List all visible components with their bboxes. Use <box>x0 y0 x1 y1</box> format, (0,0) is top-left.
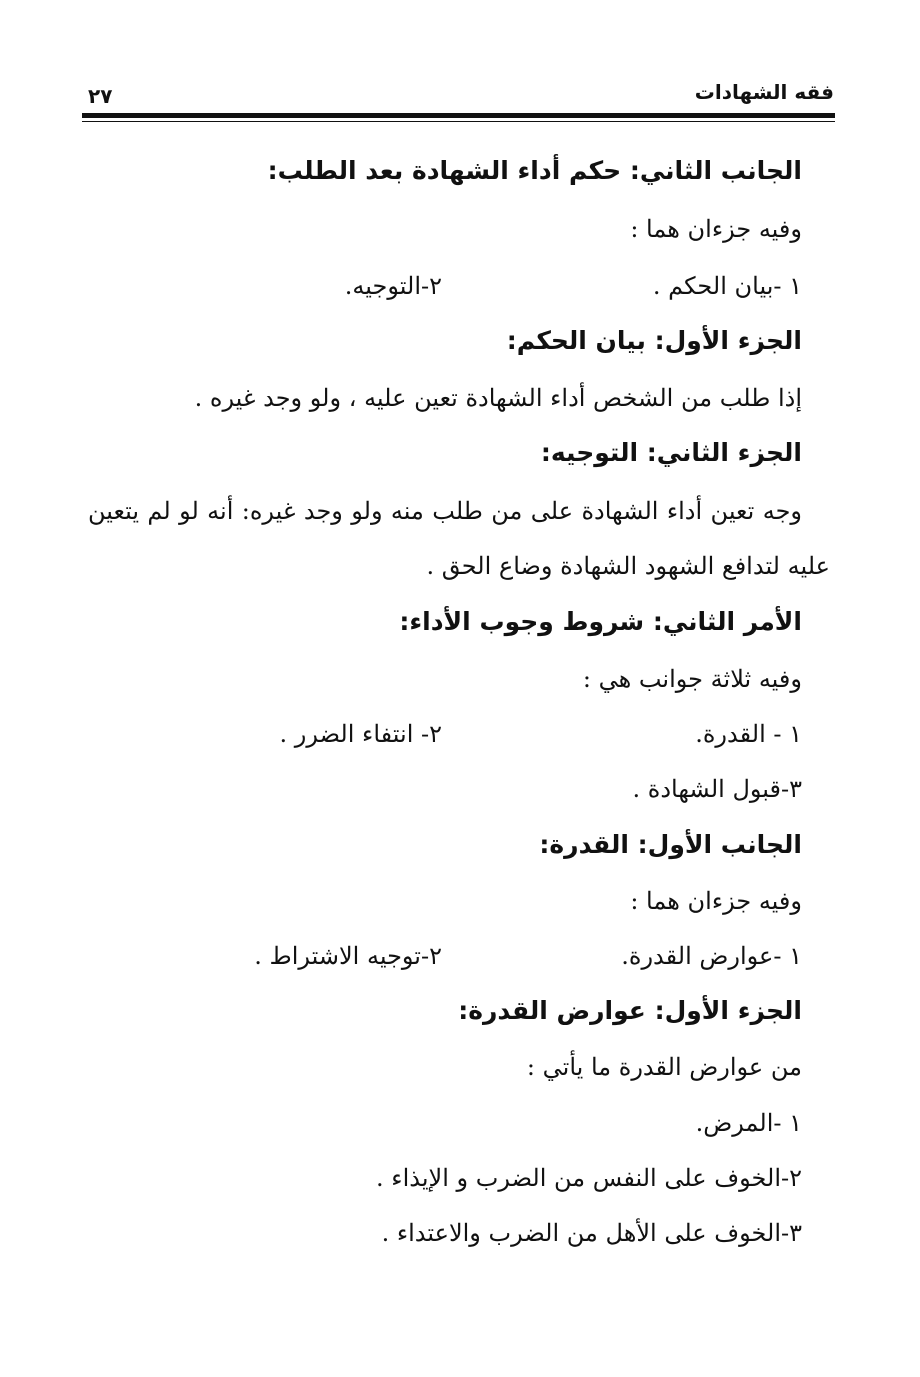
running-title: فقه الشهادات <box>694 80 834 104</box>
paragraph-line: إذا طلب من الشخص أداء الشهادة تعين عليه ، ولو وجد غيره . <box>194 384 802 412</box>
paragraph-line: وفيه جزءان هما : <box>630 887 802 915</box>
paragraph-line: وفيه جزءان هما : <box>630 215 802 243</box>
subsection-heading: الجزء الأول: بيان الحكم: <box>506 326 802 355</box>
subsection-heading: الجانب الأول: القدرة: <box>539 830 802 859</box>
header-rule-thin <box>82 121 835 122</box>
list-item: ١ -عوارض القدرة. <box>621 942 802 970</box>
list-item: ٢-الخوف على النفس من الضرب و الإيذاء . <box>376 1164 802 1192</box>
header-rule <box>82 113 835 118</box>
subsection-heading: الجزء الأول: عوارض القدرة: <box>458 996 802 1025</box>
list-item: ٢-التوجيه. <box>344 272 442 300</box>
list-item: ١ -بيان الحكم . <box>652 272 802 300</box>
paragraph-line: وجه تعين أداء الشهادة على من طلب منه ولو وجد غيره: أنه لو لم يتعين <box>88 497 802 525</box>
list-item: ٣-الخوف على الأهل من الضرب والاعتداء . <box>381 1219 802 1247</box>
subsection-heading: الجزء الثاني: التوجيه: <box>540 438 802 467</box>
list-item: ١ -المرض. <box>695 1109 802 1137</box>
paragraph-line: من عوارض القدرة ما يأتي : <box>526 1053 802 1081</box>
section-heading: الأمر الثاني: شروط وجوب الأداء: <box>399 607 802 636</box>
section-heading: الجانب الثاني: حكم أداء الشهادة بعد الطلب: <box>267 156 802 185</box>
list-item: ٢-توجيه الاشتراط . <box>254 942 442 970</box>
list-item: ١ - القدرة. <box>695 720 802 748</box>
page-number: ٢٧ <box>88 84 113 108</box>
list-item: ٣-قبول الشهادة . <box>632 775 802 803</box>
paragraph-line: وفيه ثلاثة جوانب هي : <box>582 665 802 693</box>
list-item: ٢- انتفاء الضرر . <box>279 720 442 748</box>
paragraph-line: عليه لتدافع الشهود الشهادة وضاع الحق . <box>426 552 830 580</box>
